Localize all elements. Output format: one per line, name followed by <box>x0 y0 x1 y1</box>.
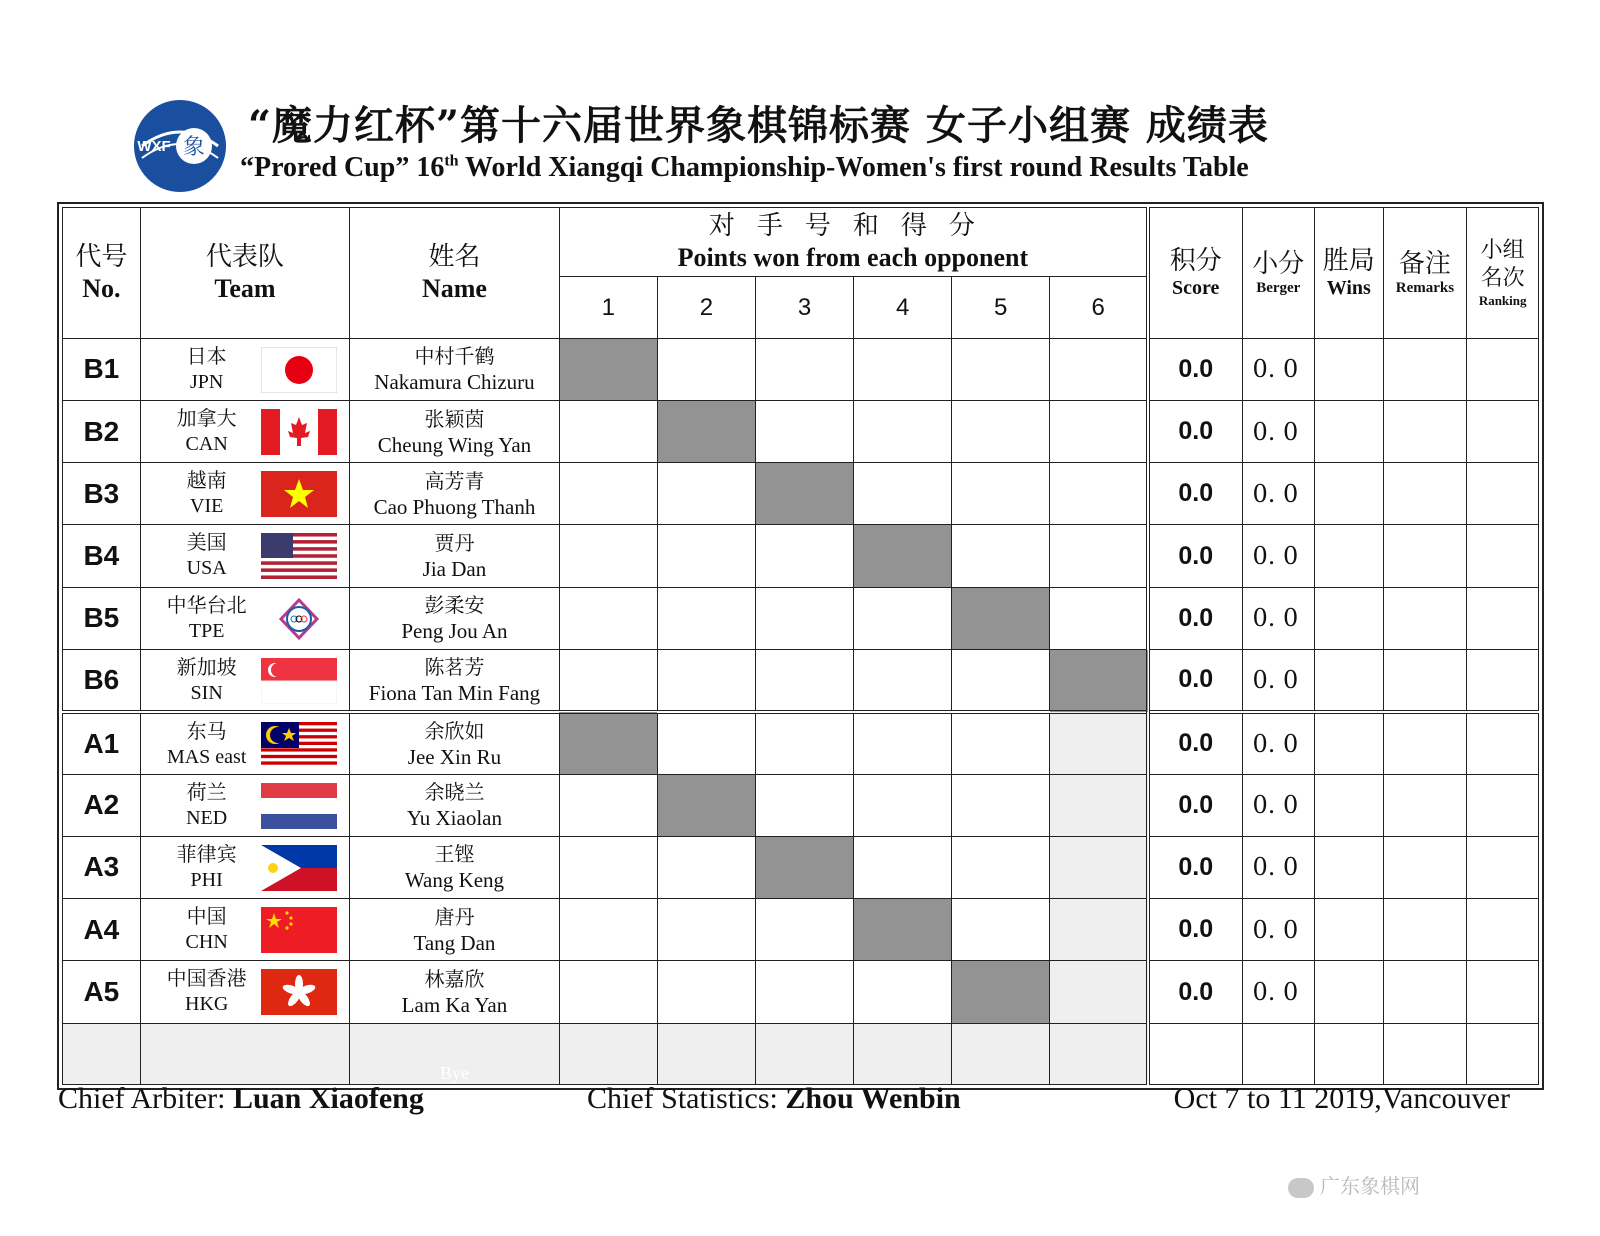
table-row <box>63 712 1539 774</box>
remarks <box>1383 774 1467 836</box>
opponent-cell <box>1050 338 1148 400</box>
player-number: A2 <box>63 774 141 836</box>
player-name: 陈茗芳 Fiona Tan Min Fang <box>350 650 560 712</box>
opponent-cell <box>1050 400 1148 462</box>
remarks <box>1383 463 1467 525</box>
wins <box>1315 400 1383 462</box>
opponent-cell <box>559 463 657 525</box>
opponent-cell <box>1050 712 1148 774</box>
table-row <box>63 899 1539 961</box>
score: 0.0 <box>1148 650 1242 712</box>
opponent-number: 2 <box>657 277 755 338</box>
team-chinese: 中国 <box>186 904 227 929</box>
team-cell <box>140 899 350 961</box>
score: 0.0 <box>1148 587 1242 649</box>
vietnam-flag-icon <box>261 471 337 517</box>
remarks <box>1383 712 1467 774</box>
opponent-cell <box>952 650 1050 712</box>
hongkong-flag-icon <box>261 969 337 1015</box>
philippines-flag-icon <box>261 845 337 891</box>
player-number: A3 <box>63 836 141 898</box>
opponent-cell <box>657 712 755 774</box>
chief-statistics: Chief Statistics: Zhou Wenbin <box>587 1082 961 1115</box>
berger: 0. 0 <box>1242 774 1315 836</box>
player-name: 林嘉欣 Lam Ka Yan <box>350 961 560 1023</box>
berger: 0. 0 <box>1242 650 1315 712</box>
opponent-cell <box>657 650 755 712</box>
player-name: 唐丹 Tang Dan <box>350 899 560 961</box>
opponent-number: 6 <box>1050 277 1148 338</box>
opponent-cell <box>559 961 657 1023</box>
opponent-cell <box>854 463 952 525</box>
opponent-cell <box>952 525 1050 587</box>
table-row <box>63 587 1539 649</box>
singapore-flag-icon <box>261 658 337 704</box>
ranking <box>1467 338 1539 400</box>
opponent-cell <box>755 712 853 774</box>
wxf-logo <box>132 98 228 194</box>
ranking <box>1467 400 1539 462</box>
bye-row <box>63 1023 1539 1084</box>
opponent-cell <box>755 338 853 400</box>
remarks <box>1383 836 1467 898</box>
opponent-cell <box>1050 463 1148 525</box>
watermark: 广东象棋网 <box>1288 1170 1428 1198</box>
player-number: B4 <box>63 525 141 587</box>
team-chinese: 美国 <box>186 530 227 555</box>
team-cell <box>140 587 350 649</box>
remarks <box>1383 338 1467 400</box>
opponent-cell <box>755 836 853 898</box>
japan-flag-icon <box>261 347 337 393</box>
berger: 0. 0 <box>1242 525 1315 587</box>
table-row <box>63 338 1539 400</box>
opponent-number: 5 <box>952 277 1050 338</box>
opponent-cell <box>755 899 853 961</box>
opponent-cell <box>559 525 657 587</box>
berger: 0. 0 <box>1242 712 1315 774</box>
team-code: USA <box>186 557 227 580</box>
opponent-cell <box>1050 774 1148 836</box>
team-cell <box>140 338 350 400</box>
table-row <box>63 961 1539 1023</box>
team-code: CAN <box>185 432 228 455</box>
berger: 0. 0 <box>1242 338 1315 400</box>
opponent-cell <box>657 587 755 649</box>
opponent-cell <box>952 961 1050 1023</box>
team-cell <box>140 712 350 774</box>
score: 0.0 <box>1148 836 1242 898</box>
wins <box>1315 836 1383 898</box>
player-number: B6 <box>63 650 141 712</box>
score: 0.0 <box>1148 899 1242 961</box>
wins <box>1315 525 1383 587</box>
ranking <box>1467 712 1539 774</box>
logo-char: 象 <box>182 135 206 160</box>
score: 0.0 <box>1148 463 1242 525</box>
table-row <box>63 836 1539 898</box>
results-table <box>57 202 1544 1090</box>
wins <box>1315 712 1383 774</box>
team-code: PHI <box>190 868 223 891</box>
opponent-cell <box>755 525 853 587</box>
remarks <box>1383 650 1467 712</box>
opponent-cell <box>952 463 1050 525</box>
opponent-cell <box>657 338 755 400</box>
score: 0.0 <box>1148 525 1242 587</box>
score: 0.0 <box>1148 774 1242 836</box>
header-berger: 小分 Berger <box>1242 208 1315 339</box>
ranking <box>1467 525 1539 587</box>
team-chinese: 越南 <box>186 468 227 493</box>
opponent-cell <box>559 712 657 774</box>
team-cell <box>140 400 350 462</box>
opponent-cell <box>854 525 952 587</box>
wins <box>1315 463 1383 525</box>
opponent-number: 3 <box>755 277 853 338</box>
opponent-cell <box>755 961 853 1023</box>
opponent-cell <box>559 650 657 712</box>
team-code: SIN <box>190 682 223 704</box>
wins <box>1315 774 1383 836</box>
opponent-cell <box>755 463 853 525</box>
remarks <box>1383 525 1467 587</box>
table-row <box>63 650 1539 712</box>
player-name: 彭柔安 Peng Jou An <box>350 587 560 649</box>
team-chinese: 加拿大 <box>176 405 237 430</box>
score: 0.0 <box>1148 961 1242 1023</box>
opponent-number: 1 <box>559 277 657 338</box>
title-english: “Prored Cup” 16th World Xiangqi Championship-Women's first round Results Table <box>240 152 1249 183</box>
opponent-cell <box>1050 961 1148 1023</box>
opponent-cell <box>559 836 657 898</box>
bye-cell <box>63 1023 141 1084</box>
player-name: 余晓兰 Yu Xiaolan <box>350 774 560 836</box>
team-code: MAS east <box>166 745 247 768</box>
player-number: A4 <box>63 899 141 961</box>
opponent-cell <box>657 836 755 898</box>
bye-cell <box>140 1023 350 1084</box>
player-number: A5 <box>63 961 141 1023</box>
opponent-cell <box>755 400 853 462</box>
usa-flag-icon <box>261 533 337 579</box>
opponent-cell <box>854 338 952 400</box>
opponent-cell <box>1050 899 1148 961</box>
team-cell <box>140 463 350 525</box>
header-ranking: 小组 名次 Ranking <box>1467 208 1539 339</box>
opponent-cell <box>755 587 853 649</box>
score: 0.0 <box>1148 712 1242 774</box>
tpe-flag-icon <box>261 596 337 642</box>
player-number: B3 <box>63 463 141 525</box>
opponent-cell <box>952 899 1050 961</box>
team-cell <box>140 961 350 1023</box>
china-flag-icon <box>261 907 337 953</box>
logo-text: WXF <box>137 138 171 155</box>
opponent-cell <box>657 400 755 462</box>
opponent-cell <box>854 712 952 774</box>
opponent-cell <box>854 899 952 961</box>
opponent-cell <box>559 587 657 649</box>
player-name: 王铿 Wang Keng <box>350 836 560 898</box>
header-wins: 胜局 Wins <box>1315 208 1383 339</box>
team-code: NED <box>186 806 228 829</box>
opponent-cell <box>657 774 755 836</box>
team-chinese: 中国香港 <box>166 966 247 991</box>
event-date: Oct 7 to 11 2019,Vancouver <box>1173 1082 1510 1115</box>
opponent-cell <box>559 774 657 836</box>
wins <box>1315 899 1383 961</box>
opponent-cell <box>854 836 952 898</box>
berger: 0. 0 <box>1242 961 1315 1023</box>
player-name: 中村千鹤 Nakamura Chizuru <box>350 338 560 400</box>
opponent-cell <box>952 712 1050 774</box>
opponent-cell <box>854 774 952 836</box>
opponent-cell <box>1050 587 1148 649</box>
opponent-cell <box>1050 836 1148 898</box>
score: 0.0 <box>1148 400 1242 462</box>
bye-label: Bye <box>350 1023 560 1084</box>
canada-flag-icon <box>261 409 337 455</box>
team-cell <box>140 836 350 898</box>
opponent-cell <box>952 774 1050 836</box>
wins <box>1315 650 1383 712</box>
wins <box>1315 587 1383 649</box>
wechat-icon <box>1288 1178 1314 1198</box>
team-chinese: 日本 <box>186 343 227 368</box>
opponent-cell <box>1050 650 1148 712</box>
table-row <box>63 400 1539 462</box>
opponent-cell <box>952 400 1050 462</box>
title-chinese: “魔力红杯”第十六届世界象棋锦标赛 女子小组赛 成绩表 <box>248 102 1269 149</box>
wins <box>1315 961 1383 1023</box>
header-team: 代表队 Team <box>140 208 350 339</box>
berger: 0. 0 <box>1242 587 1315 649</box>
ranking <box>1467 587 1539 649</box>
player-number: A1 <box>63 712 141 774</box>
player-name: 余欣如 Jee Xin Ru <box>350 712 560 774</box>
team-cell <box>140 650 350 712</box>
team-cell <box>140 525 350 587</box>
ranking <box>1467 463 1539 525</box>
header-remarks: 备注 Remarks <box>1383 208 1467 339</box>
remarks <box>1383 961 1467 1023</box>
table-row <box>63 463 1539 525</box>
opponent-cell <box>755 774 853 836</box>
score: 0.0 <box>1148 338 1242 400</box>
berger: 0. 0 <box>1242 836 1315 898</box>
opponent-cell <box>854 587 952 649</box>
opponent-cell <box>952 836 1050 898</box>
wins <box>1315 338 1383 400</box>
player-name: 张颖茵 Cheung Wing Yan <box>350 400 560 462</box>
opponent-cell <box>952 338 1050 400</box>
header-score: 积分 Score <box>1148 208 1242 339</box>
remarks <box>1383 587 1467 649</box>
team-chinese: 东马 <box>186 718 227 743</box>
player-number: B1 <box>63 338 141 400</box>
opponent-cell <box>657 961 755 1023</box>
ranking <box>1467 650 1539 712</box>
team-code: TPE <box>188 619 225 642</box>
chief-arbiter: Chief Arbiter: Luan Xiaofeng <box>58 1082 424 1115</box>
netherlands-flag-icon <box>261 783 337 829</box>
opponent-cell <box>657 899 755 961</box>
team-chinese: 荷兰 <box>186 779 227 804</box>
opponent-cell <box>657 525 755 587</box>
header-no: 代号 No. <box>63 208 141 339</box>
opponent-cell <box>559 400 657 462</box>
player-number: B5 <box>63 587 141 649</box>
team-code: HKG <box>185 993 229 1016</box>
team-cell <box>140 774 350 836</box>
remarks <box>1383 899 1467 961</box>
ranking <box>1467 836 1539 898</box>
header-name: 姓名 Name <box>350 208 560 339</box>
remarks <box>1383 400 1467 462</box>
opponent-cell <box>559 338 657 400</box>
player-name: 高芳青 Cao Phuong Thanh <box>350 463 560 525</box>
opponent-cell <box>559 899 657 961</box>
team-chinese: 新加坡 <box>176 655 237 679</box>
berger: 0. 0 <box>1242 400 1315 462</box>
table-row <box>63 525 1539 587</box>
player-name: 贾丹 Jia Dan <box>350 525 560 587</box>
team-chinese: 中华台北 <box>166 592 247 617</box>
opponent-cell <box>854 650 952 712</box>
opponent-cell <box>657 463 755 525</box>
team-code: JPN <box>189 370 224 393</box>
berger: 0. 0 <box>1242 463 1315 525</box>
ranking <box>1467 961 1539 1023</box>
opponent-cell <box>854 961 952 1023</box>
opponent-cell <box>854 400 952 462</box>
berger: 0. 0 <box>1242 899 1315 961</box>
team-code: CHN <box>185 931 228 954</box>
ranking <box>1467 774 1539 836</box>
malaysia-flag-icon <box>261 722 337 768</box>
table-row <box>63 774 1539 836</box>
ranking <box>1467 899 1539 961</box>
opponent-number: 4 <box>854 277 952 338</box>
header-opponents: 对手号和得分 Points won from each opponent <box>559 208 1148 277</box>
opponent-cell <box>952 587 1050 649</box>
team-code: VIE <box>190 495 224 518</box>
team-chinese: 菲律宾 <box>176 841 237 866</box>
player-number: B2 <box>63 400 141 462</box>
opponent-cell <box>755 650 853 712</box>
opponent-cell <box>1050 525 1148 587</box>
